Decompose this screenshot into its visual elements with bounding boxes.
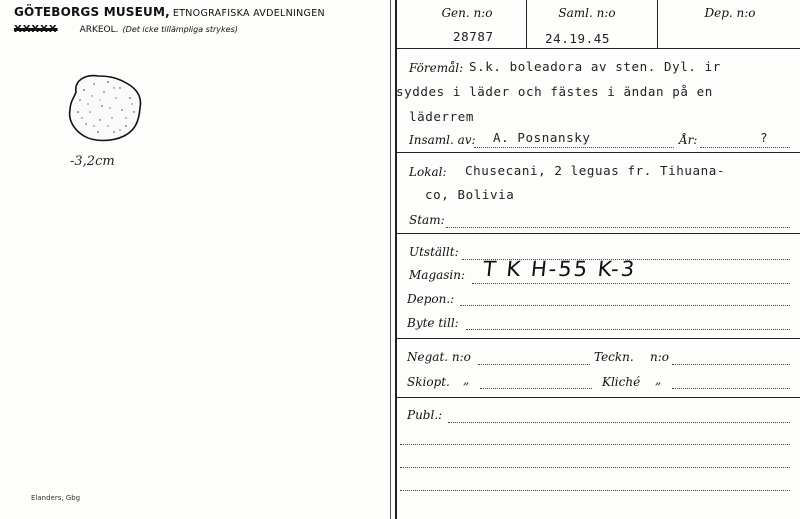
header-rule	[396, 48, 800, 49]
printer-imprint: Elanders, Gbg	[31, 494, 81, 502]
skiopt-ditto: „	[463, 373, 470, 387]
teckn-label: Teckn.	[594, 350, 634, 364]
publ-label: Publ.:	[407, 408, 443, 422]
publ-dotted-line-2	[400, 444, 790, 445]
byte-label: Byte till:	[407, 316, 459, 330]
skiopt-dotted-line	[480, 388, 592, 389]
department-line	[14, 24, 238, 35]
foremal-text-line1: S.k. boleadora av sten. Dyl. ir	[469, 59, 721, 74]
kliche-ditto: „	[655, 373, 662, 387]
stam-dotted-line	[446, 227, 790, 228]
foremal-text-line2: syddes i läder och fästes i ändan på en	[396, 84, 713, 99]
stam-label: Stam:	[409, 213, 445, 227]
strike-note: (Det icke tillämpliga strykes)	[122, 25, 238, 34]
struck-department: XXXXX	[14, 24, 58, 35]
negat-label: Negat. n:o	[407, 350, 471, 364]
ar-label: År:	[679, 133, 698, 147]
depon-dotted-line	[460, 305, 790, 306]
byte-dotted-line	[466, 329, 790, 330]
saml-number-value: 24.19.45	[545, 31, 611, 46]
arkeol-label: ARKEOL.	[79, 25, 119, 35]
section-rule-1	[396, 152, 800, 153]
kliche-label: Kliché	[602, 375, 641, 389]
gen-number-value: 28787	[453, 29, 494, 44]
dep-number-label: Dep. n:o	[704, 6, 756, 20]
section-rule-2	[396, 233, 800, 234]
publ-dotted-line-3	[400, 467, 790, 468]
lokal-text-line2: co, Bolivia	[425, 187, 515, 202]
museum-heading	[14, 5, 325, 19]
margin-line-outer	[390, 0, 391, 519]
teckn-no-label: n:o	[650, 350, 669, 364]
kliche-dotted-line	[672, 388, 790, 389]
stone-sketch	[64, 70, 154, 190]
foremal-label: Föremål:	[409, 61, 464, 75]
insaml-label: Insaml. av:	[409, 133, 476, 147]
lokal-label: Lokal:	[409, 165, 447, 179]
section-rule-4	[396, 397, 800, 398]
insaml-value: A. Posnansky	[493, 130, 591, 145]
margin-line-inner	[395, 0, 397, 519]
department-name: ETNOGRAFISKA AVDELNINGEN	[172, 8, 325, 19]
publ-dotted-line-4	[400, 490, 790, 491]
gen-number-label: Gen. n:o	[441, 6, 493, 20]
saml-number-label: Saml. n:o	[558, 6, 616, 20]
ar-value: ?	[760, 130, 769, 145]
insaml-dotted-line	[474, 147, 674, 148]
header-divider-2	[657, 0, 658, 48]
utstallt-label: Utställt:	[409, 245, 459, 259]
skiopt-label: Skiopt.	[407, 375, 450, 389]
lokal-text-line1: Chusecani, 2 leguas fr. Tihuana-	[465, 163, 726, 178]
depon-label: Depon.:	[407, 292, 455, 306]
header-divider-1	[526, 0, 527, 48]
section-rule-3	[396, 338, 800, 339]
magasin-label: Magasin:	[409, 268, 466, 282]
foremal-text-line3: läderrem	[409, 109, 475, 124]
negat-dotted-line	[478, 364, 590, 365]
ar-dotted-line	[700, 147, 790, 148]
scale-note: -3,2cm	[70, 154, 115, 169]
teckn-dotted-line	[672, 364, 790, 365]
publ-dotted-line-1	[448, 422, 790, 423]
magasin-dotted-line	[472, 283, 790, 284]
museum-name: GÖTEBORGS MUSEUM,	[14, 5, 170, 19]
magasin-value: T K H-55 K-3	[481, 257, 638, 281]
